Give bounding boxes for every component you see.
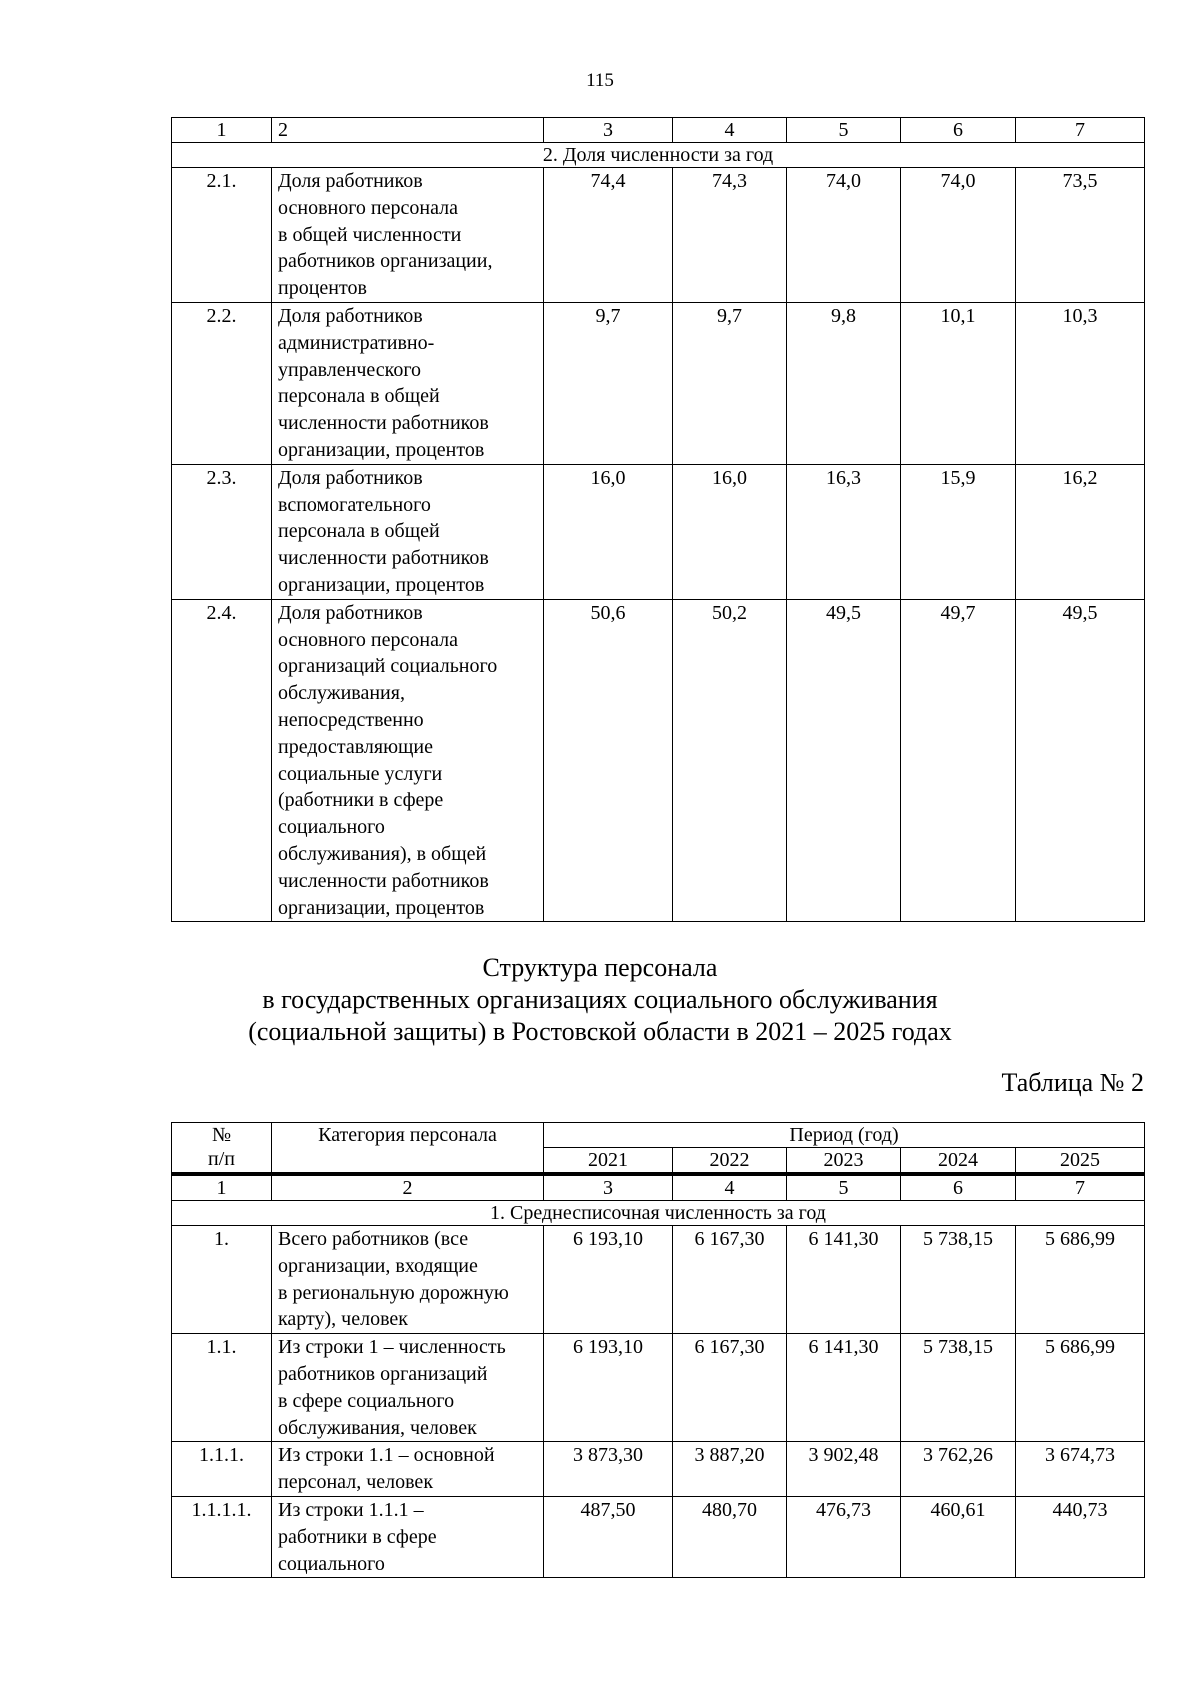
row-label [272,1442,544,1497]
value-cell: 73,5 [1016,168,1145,303]
table-row [172,168,1145,303]
label-line: предоставляющие [278,735,434,758]
value-cell: 6 167,30 [673,1334,787,1442]
header-row [172,1123,1145,1148]
label-line: процентов [278,277,367,300]
value-cell: 460,61 [901,1496,1016,1577]
label-line: персонал, человек [278,1471,434,1494]
year-header: 2025 [1016,1148,1145,1175]
value-cell: 6 141,30 [787,1226,901,1334]
column-number: 3 [544,118,673,143]
value-cell: 49,7 [901,599,1016,922]
value-cell: 3 873,30 [544,1442,673,1497]
value-cell: 50,2 [673,599,787,922]
row-label [272,464,544,599]
column-number: 2 [272,1174,544,1201]
label-line: (работники в сфере [278,789,444,812]
label-line: карту), человек [278,1308,408,1331]
num-header-line: № [211,1124,232,1146]
label-line: Из строки 1 – численность [278,1336,506,1359]
row-label [272,599,544,922]
column-number: 5 [787,1174,901,1201]
table-caption: Таблица № 2 [1001,1068,1144,1097]
page-number: 115 [586,70,614,91]
column-number: 1 [172,118,272,143]
label-line: персонала в общей [278,385,440,408]
value-cell: 74,3 [673,168,787,303]
label-line: Доля работников [278,466,423,489]
section-row [172,143,1145,168]
label-line: организации, процентов [278,573,485,596]
year-header: 2021 [544,1148,673,1175]
table-row [172,1334,1145,1442]
label-line: Доля работников [278,304,423,327]
value-cell: 3 762,26 [901,1442,1016,1497]
section-row [172,1201,1145,1226]
label-line: работники в сфере [278,1525,437,1548]
label-line: организаций социального [278,655,498,678]
num-header [172,1123,272,1175]
label-line: в общей численности [278,223,462,246]
label-line: организации, процентов [278,896,485,919]
column-number: 6 [901,1174,1016,1201]
year-header: 2023 [787,1148,901,1175]
value-cell: 49,5 [787,599,901,922]
value-cell: 9,8 [787,302,901,464]
heading-line: в государственных организациях социального обслуживания [262,985,938,1014]
label-line: основного персонала [278,628,458,651]
value-cell: 5 686,99 [1016,1334,1145,1442]
value-cell: 16,0 [544,464,673,599]
value-cell: 6 193,10 [544,1334,673,1442]
label-line: основного персонала [278,196,458,219]
column-number: 4 [673,118,787,143]
section-title: 2. Доля численности за год [172,143,1145,168]
label-line: работников организации, [278,250,493,273]
value-cell: 74,0 [787,168,901,303]
table-row [172,464,1145,599]
section-heading [0,952,1200,1048]
label-line: в сфере социального [278,1389,455,1412]
value-cell: 16,2 [1016,464,1145,599]
table-row [172,599,1145,922]
label-line: численности работников [278,547,489,570]
row-label [272,1496,544,1577]
table-row [172,302,1145,464]
num-header-line: п/п [208,1148,235,1170]
label-line: Доля работников [278,170,423,192]
column-number: 7 [1016,1174,1145,1201]
category-header: Категория персонала [272,1123,544,1175]
value-cell: 5 738,15 [901,1334,1016,1442]
label-line: персонала в общей [278,520,440,543]
column-number-row [172,118,1145,143]
column-number: 7 [1016,118,1145,143]
value-cell: 5 686,99 [1016,1226,1145,1334]
value-cell: 476,73 [787,1496,901,1577]
table-row [172,1226,1145,1334]
year-header: 2024 [901,1148,1016,1175]
column-number-row [172,1174,1145,1201]
label-line: в региональную дорожную [278,1281,509,1304]
label-line: административно- [278,331,435,354]
value-cell: 15,9 [901,464,1016,599]
row-number: 1.1.1.1. [172,1496,272,1577]
share-of-staff-table [171,117,1145,922]
staff-structure-table [171,1122,1145,1578]
row-number: 1.1.1. [172,1442,272,1497]
label-line: социальные услуги [278,762,443,785]
value-cell: 3 902,48 [787,1442,901,1497]
label-line: Всего работников (все [278,1228,469,1250]
label-line: Из строки 1.1 – основной [278,1444,495,1467]
label-line: Из строки 1.1.1 – [278,1498,424,1521]
row-number: 2.4. [172,599,272,922]
value-cell: 440,73 [1016,1496,1145,1577]
label-line: Доля работников [278,601,423,624]
value-cell: 9,7 [673,302,787,464]
label-line: обслуживания, [278,682,405,705]
label-line: организации, процентов [278,438,485,461]
label-line: численности работников [278,869,489,892]
column-number: 1 [172,1174,272,1201]
row-label [272,168,544,303]
label-line: организации, входящие [278,1254,478,1277]
value-cell: 49,5 [1016,599,1145,922]
row-number: 1.1. [172,1334,272,1442]
label-line: социального [278,816,385,839]
label-line: социального [278,1552,385,1575]
value-cell: 480,70 [673,1496,787,1577]
column-number: 5 [787,118,901,143]
row-number: 2.3. [172,464,272,599]
value-cell: 9,7 [544,302,673,464]
value-cell: 6 167,30 [673,1226,787,1334]
value-cell: 10,1 [901,302,1016,464]
row-number: 2.2. [172,302,272,464]
value-cell: 487,50 [544,1496,673,1577]
value-cell: 16,0 [673,464,787,599]
value-cell: 5 738,15 [901,1226,1016,1334]
column-number: 4 [673,1174,787,1201]
value-cell: 6 141,30 [787,1334,901,1442]
label-line: численности работников [278,412,489,435]
year-header: 2022 [673,1148,787,1175]
row-number: 1. [172,1226,272,1334]
label-line: управленческого [278,358,422,381]
heading-line: (социальной защиты) в Ростовской области в 2021 – 2025 годах [248,1017,952,1046]
column-number: 6 [901,118,1016,143]
label-line: работников организаций [278,1362,488,1385]
value-cell: 74,4 [544,168,673,303]
table-row [172,1442,1145,1497]
period-header: Период (год) [544,1123,1145,1148]
column-number: 2 [272,118,544,143]
row-label [272,1334,544,1442]
row-label [272,1226,544,1334]
value-cell: 6 193,10 [544,1226,673,1334]
value-cell: 50,6 [544,599,673,922]
table-row [172,1496,1145,1577]
label-line: обслуживания, человек [278,1416,477,1439]
value-cell: 16,3 [787,464,901,599]
value-cell: 74,0 [901,168,1016,303]
value-cell: 10,3 [1016,302,1145,464]
heading-line: Структура персонала [482,953,718,982]
row-number: 2.1. [172,168,272,303]
column-number: 3 [544,1174,673,1201]
label-line: непосредственно [278,708,424,731]
section-title: 1. Среднесписочная численность за год [172,1201,1145,1226]
label-line: вспомогательного [278,493,431,516]
value-cell: 3 887,20 [673,1442,787,1497]
value-cell: 3 674,73 [1016,1442,1145,1497]
label-line: обслуживания), в общей [278,842,487,865]
row-label [272,302,544,464]
